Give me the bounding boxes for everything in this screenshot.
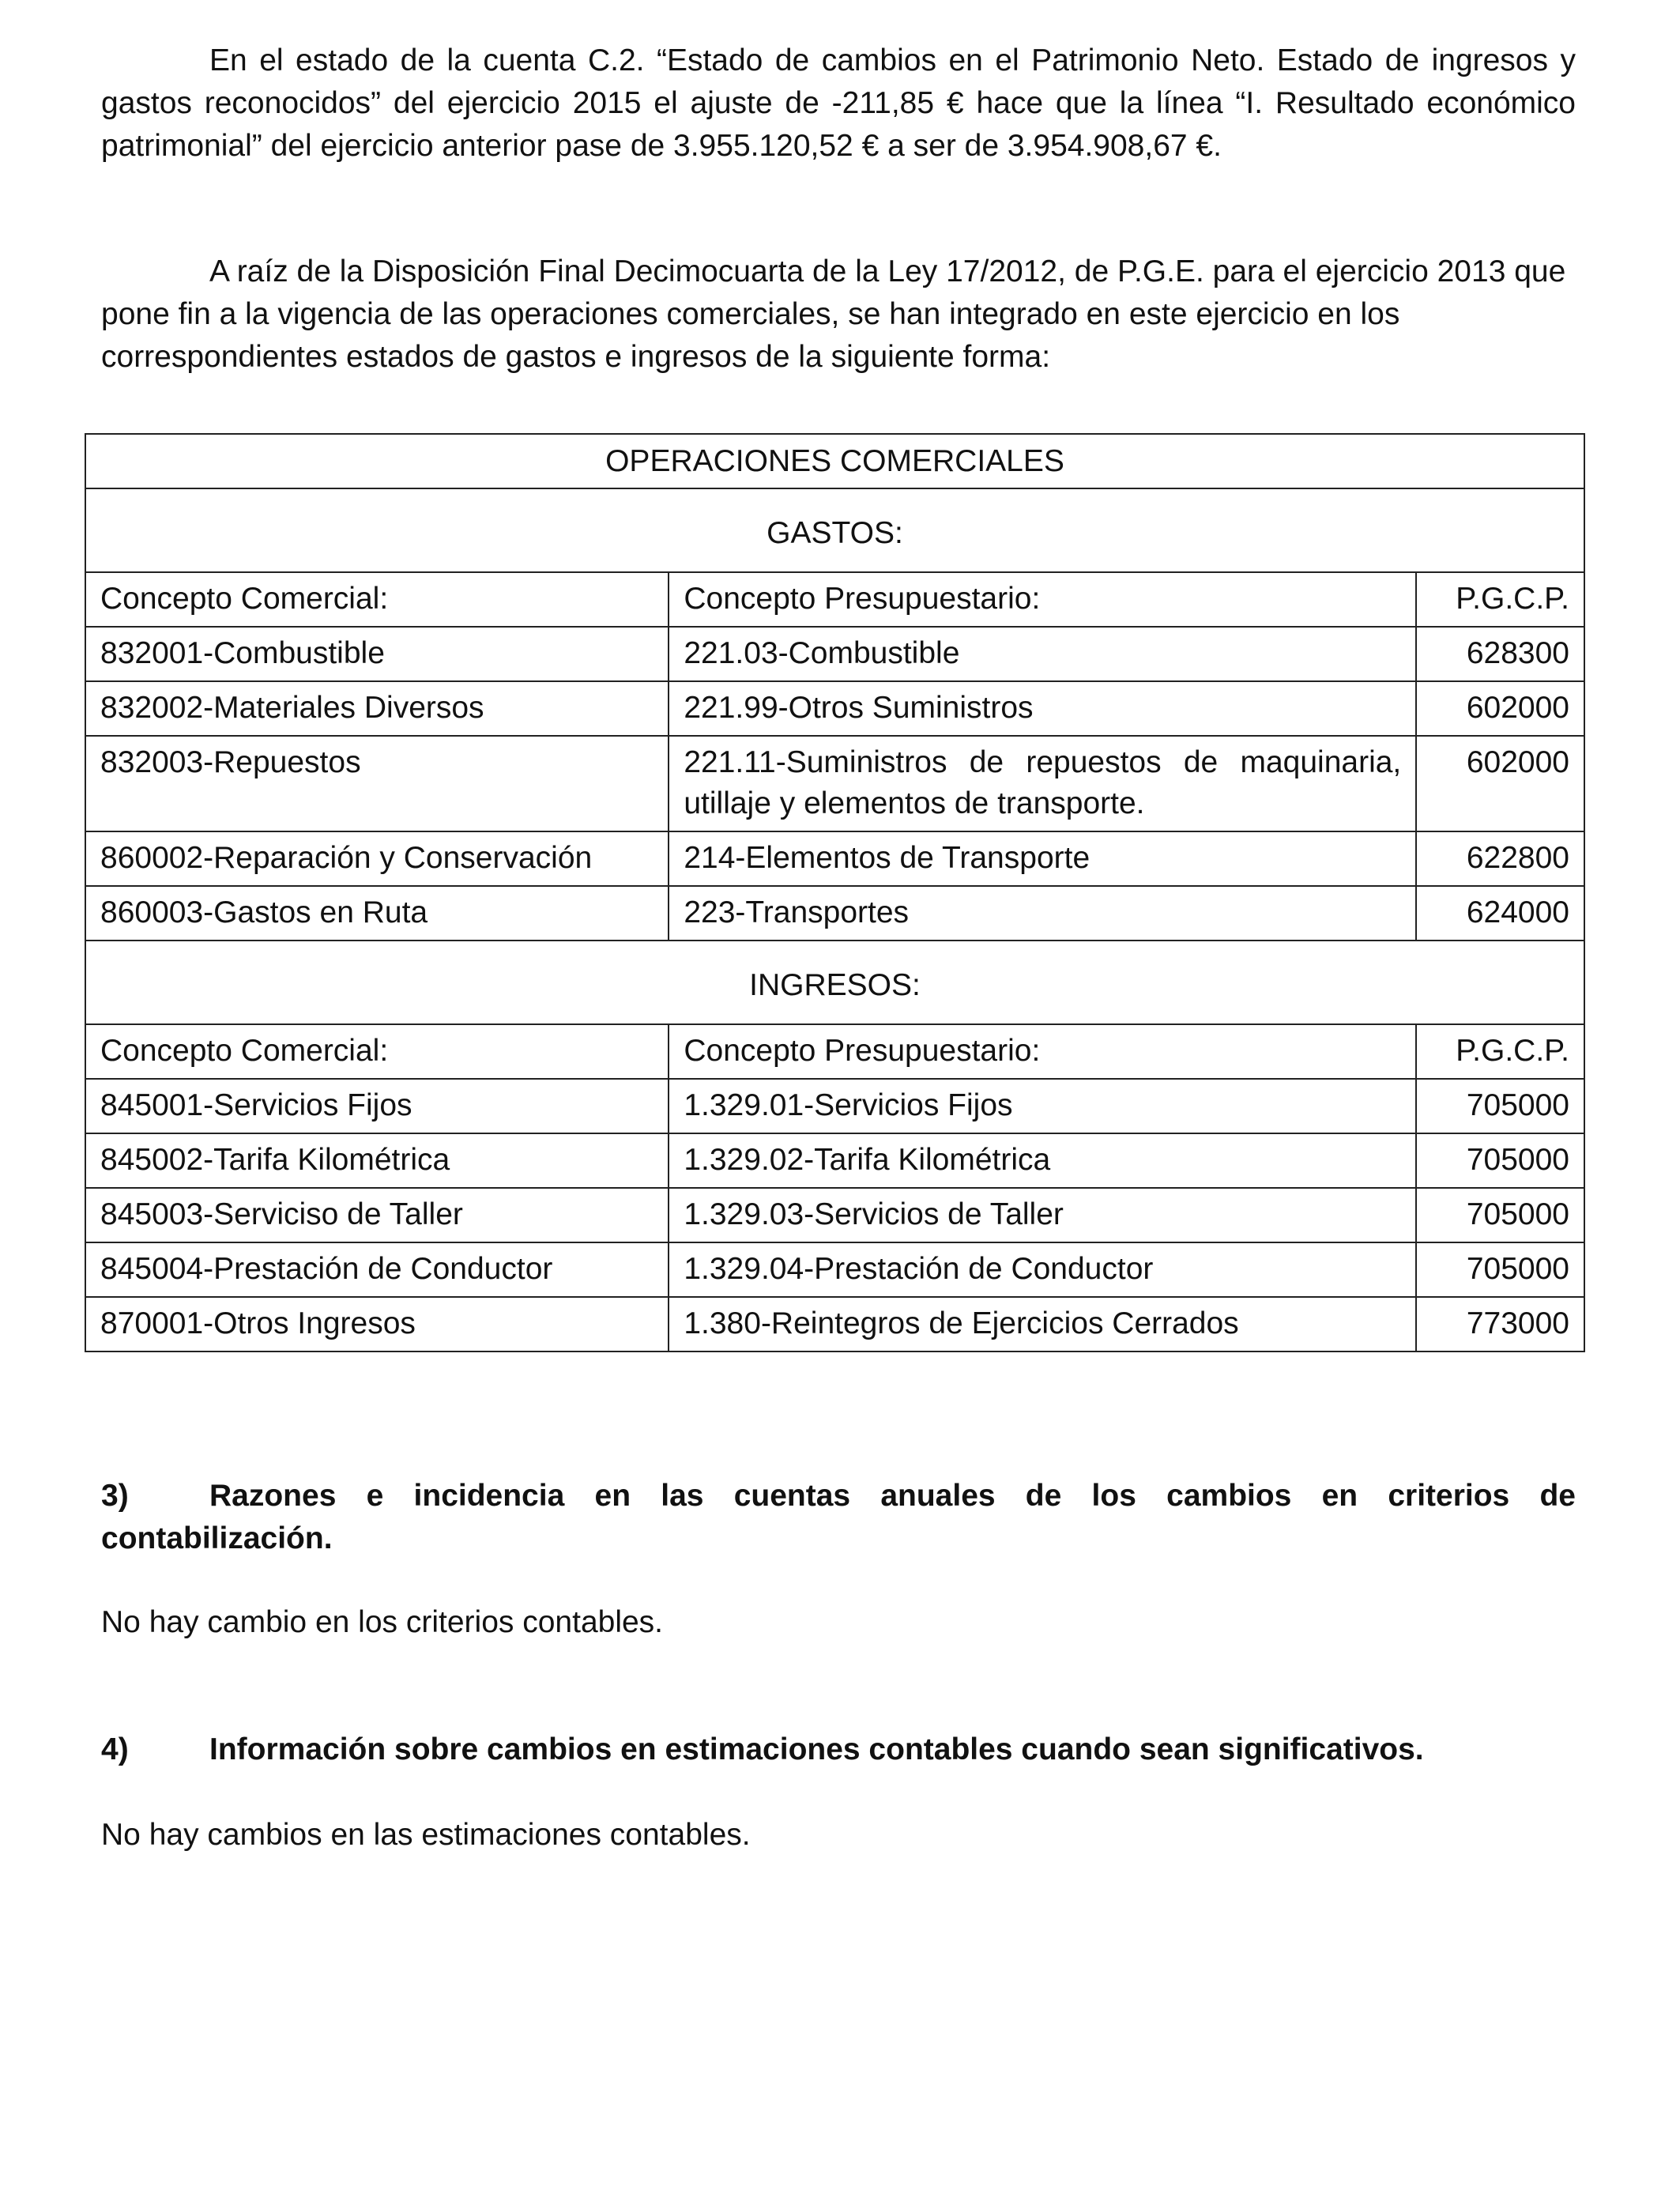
- concepto-comercial-cell: 845001-Servicios Fijos: [85, 1079, 669, 1133]
- pgcp-cell: 705000: [1416, 1242, 1584, 1297]
- table-row: [85, 1188, 1584, 1242]
- section-number: 4): [101, 1732, 129, 1766]
- concepto-comercial-cell: 845002-Tarifa Kilométrica: [85, 1133, 669, 1188]
- paragraph-operaciones-comerciales: A raíz de la Disposición Final Decimocuarta de la Ley 17/2012, de P.G.E. para el ejercicio 2013 que pone fin a la vigencia de las operaciones comerciales, se han integrado en este ejercicio en los correspondientes estados de gastos e ingresos de la siguiente forma:: [101, 254, 1566, 374]
- gastos-section-row: [85, 488, 1584, 572]
- concepto-comercial-cell: 860002-Reparación y Conservación: [85, 831, 669, 886]
- table-row: [85, 736, 1584, 831]
- concepto-presupuestario-cell: 223-Transportes: [669, 886, 1416, 941]
- pgcp-cell: 628300: [1416, 627, 1584, 681]
- ingresos-section-row: [85, 941, 1584, 1024]
- table-row: [85, 681, 1584, 736]
- section-title: Razones e incidencia en las cuentas anuales de los cambios en criterios de contabilización.: [101, 1479, 1576, 1555]
- column-header: Concepto Comercial:: [85, 572, 669, 627]
- paragraph-ajuste: En el estado de la cuenta C.2. “Estado de cambios en el Patrimonio Neto. Estado de ingresos y gastos reconocidos” del ejercicio 2015 el ajuste de -211,85 € hace que la línea “I. Resultado económico patrimonial” del ejercicio anterior pase de 3.955.120,52 € a ser de 3.954.908,67 €.: [101, 43, 1576, 163]
- table-title-row: [85, 434, 1584, 488]
- concepto-presupuestario-cell: 221.11-Suministros de repuestos de maquinaria, utillaje y elementos de transporte.: [669, 736, 1416, 831]
- pgcp-cell: 602000: [1416, 736, 1584, 831]
- concepto-presupuestario-cell: 1.329.04-Prestación de Conductor: [669, 1242, 1416, 1297]
- section-4-heading: [101, 1728, 1576, 1771]
- table-row: [85, 1079, 1584, 1133]
- ingresos-header-row: [85, 1024, 1584, 1079]
- concepto-presupuestario-cell: 221.03-Combustible: [669, 627, 1416, 681]
- column-header: Concepto Presupuestario:: [669, 572, 1416, 627]
- column-header: Concepto Presupuestario:: [669, 1024, 1416, 1079]
- pgcp-cell: 705000: [1416, 1079, 1584, 1133]
- concepto-presupuestario-cell: 214-Elementos de Transporte: [669, 831, 1416, 886]
- table-row: [85, 1242, 1584, 1297]
- ingresos-label: INGRESOS:: [85, 941, 1584, 1024]
- operaciones-comerciales-table: [85, 433, 1585, 1352]
- gastos-header-row: [85, 572, 1584, 627]
- table-row: [85, 1297, 1584, 1351]
- table-title: OPERACIONES COMERCIALES: [85, 434, 1584, 488]
- pgcp-cell: 705000: [1416, 1188, 1584, 1242]
- table-row: [85, 886, 1584, 941]
- section-4-text: No hay cambios en las estimaciones contables.: [101, 1818, 751, 1852]
- concepto-comercial-cell: 832001-Combustible: [85, 627, 669, 681]
- gastos-label: GASTOS:: [85, 488, 1584, 572]
- concepto-presupuestario-cell: 1.329.02-Tarifa Kilométrica: [669, 1133, 1416, 1188]
- section-3-text: No hay cambio en los criterios contables.: [101, 1605, 664, 1639]
- pgcp-cell: 773000: [1416, 1297, 1584, 1351]
- column-header: Concepto Comercial:: [85, 1024, 669, 1079]
- section-3-heading: [101, 1475, 1576, 1560]
- pgcp-cell: 622800: [1416, 831, 1584, 886]
- concepto-presupuestario-cell: 221.99-Otros Suministros: [669, 681, 1416, 736]
- concepto-presupuestario-cell: 1.380-Reintegros de Ejercicios Cerrados: [669, 1297, 1416, 1351]
- column-header: P.G.C.P.: [1416, 1024, 1584, 1079]
- column-header: P.G.C.P.: [1416, 572, 1584, 627]
- table-row: [85, 627, 1584, 681]
- concepto-comercial-cell: 845004-Prestación de Conductor: [85, 1242, 669, 1297]
- concepto-presupuestario-cell: 1.329.03-Servicios de Taller: [669, 1188, 1416, 1242]
- concepto-comercial-cell: 860003-Gastos en Ruta: [85, 886, 669, 941]
- section-number: 3): [101, 1479, 129, 1513]
- pgcp-cell: 624000: [1416, 886, 1584, 941]
- section-title: Información sobre cambios en estimaciones contables cuando sean significativos.: [209, 1732, 1424, 1766]
- concepto-comercial-cell: 832002-Materiales Diversos: [85, 681, 669, 736]
- table-row: [85, 1133, 1584, 1188]
- pgcp-cell: 602000: [1416, 681, 1584, 736]
- pgcp-cell: 705000: [1416, 1133, 1584, 1188]
- concepto-comercial-cell: 845003-Serviciso de Taller: [85, 1188, 669, 1242]
- table-row: [85, 831, 1584, 886]
- concepto-presupuestario-cell: 1.329.01-Servicios Fijos: [669, 1079, 1416, 1133]
- concepto-comercial-cell: 832003-Repuestos: [85, 736, 669, 831]
- concepto-comercial-cell: 870001-Otros Ingresos: [85, 1297, 669, 1351]
